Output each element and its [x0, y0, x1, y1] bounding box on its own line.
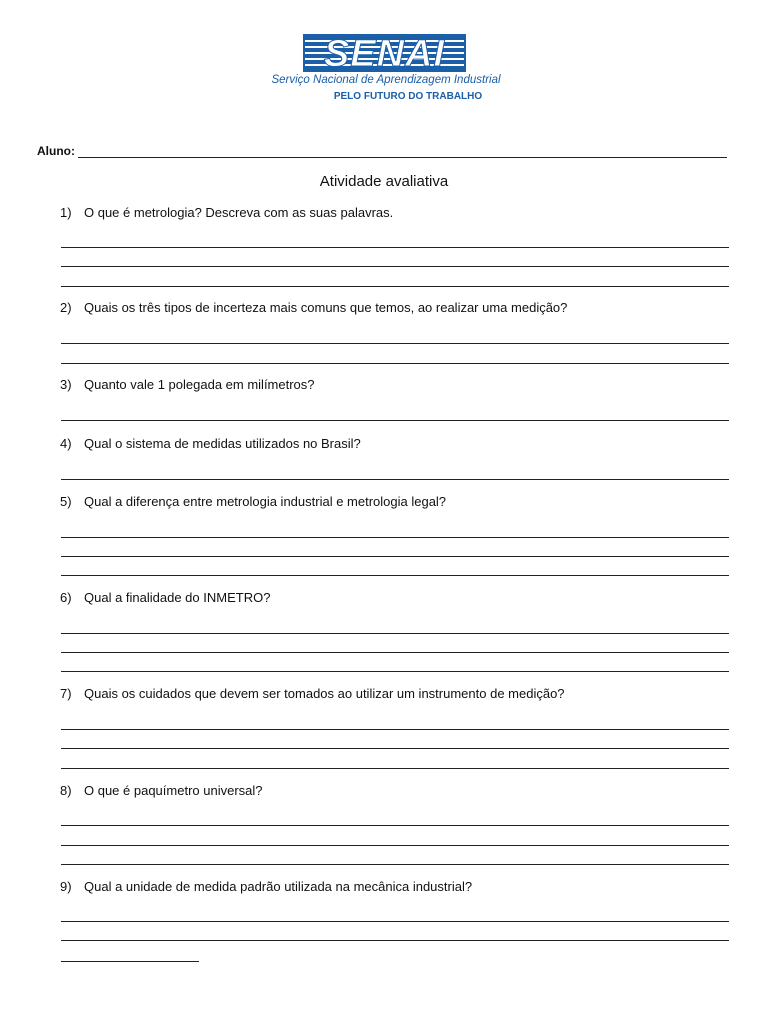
- question-4: [60, 436, 361, 451]
- question-text: Qual a unidade de medida padrão utilizada na mecânica industrial?: [84, 879, 473, 894]
- answer-line[interactable]: [61, 748, 729, 749]
- answer-line[interactable]: [61, 266, 729, 267]
- question-number: 1): [60, 205, 72, 220]
- answer-line[interactable]: [61, 343, 729, 344]
- question-text: Quais os cuidados que devem ser tomados ao utilizar um instrumento de medição?: [84, 686, 565, 701]
- answer-line[interactable]: [61, 940, 729, 941]
- answer-line[interactable]: [61, 864, 729, 865]
- answer-line[interactable]: [61, 247, 729, 248]
- question-3: [60, 377, 315, 392]
- logo-subtitle: Serviço Nacional de Aprendizagem Industrial: [271, 74, 501, 86]
- question-number: 7): [60, 686, 72, 701]
- student-label: Aluno:: [37, 144, 75, 158]
- answer-line[interactable]: [61, 652, 729, 653]
- answer-line[interactable]: [61, 729, 729, 730]
- question-2: [60, 300, 567, 315]
- answer-line[interactable]: [61, 633, 729, 634]
- question-9: [60, 879, 472, 894]
- answer-line[interactable]: [61, 921, 729, 922]
- answer-line[interactable]: [61, 286, 729, 287]
- question-text: Qual o sistema de medidas utilizados no Brasil?: [84, 436, 361, 451]
- answer-line[interactable]: [61, 479, 729, 480]
- question-text: O que é metrologia? Descreva com as suas palavras.: [84, 205, 394, 220]
- question-number: 2): [60, 300, 72, 315]
- senai-wordmark-box: [303, 34, 466, 72]
- question-text: Qual a finalidade do INMETRO?: [84, 590, 271, 605]
- question-text: Quais os três tipos de incerteza mais comuns que temos, ao realizar uma medição?: [84, 300, 568, 315]
- question-5: [60, 494, 446, 509]
- question-7: [60, 686, 565, 701]
- question-text: Quanto vale 1 polegada em milímetros?: [84, 377, 315, 392]
- question-number: 4): [60, 436, 72, 451]
- question-number: 6): [60, 590, 72, 605]
- answer-line[interactable]: [61, 825, 729, 826]
- answer-line[interactable]: [61, 363, 729, 364]
- answer-line[interactable]: [61, 768, 729, 769]
- answer-line[interactable]: [61, 575, 729, 576]
- answer-line[interactable]: [61, 537, 729, 538]
- senai-logo: [256, 32, 516, 106]
- page-title: Atividade avaliativa: [319, 173, 449, 190]
- question-6: [60, 590, 270, 605]
- student-name-line[interactable]: [78, 157, 727, 158]
- question-text: O que é paquímetro universal?: [84, 783, 263, 798]
- logo-wordmark: SENAI: [323, 34, 446, 72]
- question-number: 3): [60, 377, 72, 392]
- logo-motto: PELO FUTURO DO TRABALHO: [333, 91, 483, 102]
- question-1: [60, 205, 393, 220]
- question-number: 9): [60, 879, 72, 894]
- answer-line[interactable]: [61, 671, 729, 672]
- answer-line[interactable]: [61, 961, 199, 962]
- question-8: [60, 783, 263, 798]
- question-number: 8): [60, 783, 72, 798]
- answer-line[interactable]: [61, 420, 729, 421]
- question-text: Qual a diferença entre metrologia industrial e metrologia legal?: [84, 494, 447, 509]
- answer-line[interactable]: [61, 845, 729, 846]
- answer-line[interactable]: [61, 556, 729, 557]
- question-number: 5): [60, 494, 72, 509]
